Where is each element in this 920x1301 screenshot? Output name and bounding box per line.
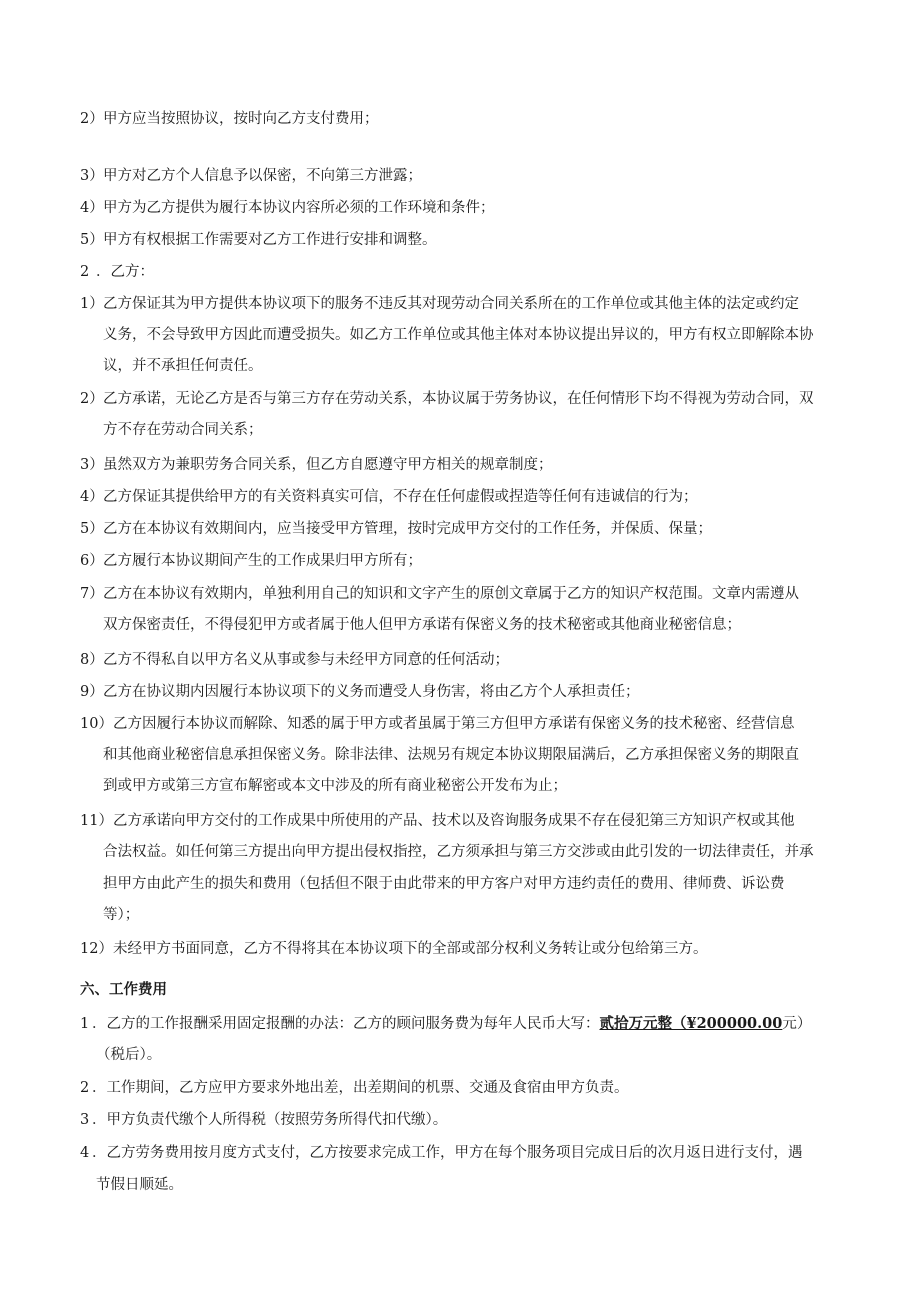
fee-amount: 贰拾万元整（¥200000.00 (599, 1015, 783, 1032)
document-page: 2） 甲方应当按照协议，按时向乙方支付费用； 3） 甲方对乙方个人信息予以保密，不向第三方泄露； 4） 甲方为乙方提供为履行本协议内容所必须的工作环境和条件； 5） 甲方有权根据工作需要对乙方工作进行安排和调整。 2 ．乙方： 1） 乙方保证其为甲方提供本协议项下的服务不违反其对现劳动合同关系所在的工作单位或其他主体的法定或约定 义务，不会导致甲方因此而遭受损失。如乙方工作单位或其他主体对本协议提出异议的，甲方有权立即解除本协 议，并不承担任何责任。 2） 乙方承诺，无论乙方是否与第三方存在劳动关系，本协议属于劳务协议，在任何情形下均不得视为劳动合同，双 方不存在劳动合同关系； 3） 虽然双方为兼职劳务合同关系，但乙方自愿遵守甲方相关的规章制度； 4） 乙方保证其提供给甲方的有关资料真实可信，不存在任何虚假或捏造等任何有违诚信的行为； 5） 乙方在本协议有效期间内，应当接受甲方管理，按时完成甲方交付的工作任务，并保质、保量； 6） 乙方履行本协议期间产生的工作成果归甲方所有； 7） 乙方在本协议有效期内，单独利用自己的知识和文字产生的原创文章属于乙方的知识产权范围。文章内需遵从 双方保密责任，不得侵犯甲方或者属于他人但甲方承诺有保密义务的技术秘密或其他商业秘密信息； 8） 乙方不得私自以甲方名义从事或参与未经甲方同意的任何活动； 9） 乙方在协议期内因履行本协议项下的义务而遭受人身伤害，将由乙方个人承担责任； 10） 乙方因履行本协议而解除、知悉的属于甲方或者虽属于第三方但甲方承诺有保密义务的技术秘密、经营信息 和其他商业秘密信息承担保密义务。除非法律、法规另有规定本协议期限届满后，乙方承担保密义务的期限直 到或甲方或第三方宣布解密或本文中涉及的所有商业秘密公开发布为止； 11） 乙方承诺向甲方交付的工作成果中所使用的产品、技术以及咨询服务成果不存在侵犯第三方知识产权或其他 合法权益。如任何第三方提出向甲方提出侵权指控，乙方须承担与第三方交涉或由此引发的一切法律责任，并承 担甲方由此产生的损失和费用（包括但不限于由此带来的甲方客户对甲方违约责任的费用、律师费、诉讼费 等）； 12） 未经甲方书面同意，乙方不得将其在本协议项下的全部或部分权利义务转让或分包给第三方。 六、工作费用 1 ．乙方的工作报酬采用固定报酬的办法：乙方的顾问服务费为每年人民币大写：贰拾万元整（¥200000.00元） （税后）。 2 ．工作期间，乙方应甲方要求外地出差，出差期间的机票、交通及食宿由甲方负责。 3 ．甲方负责代缴个人所得税（按照劳务所得代扣代缴）。 4 ．乙方劳务费用按月度方式支付，乙方按要求完成工作，甲方在每个服务项目完成日后的次月返日进行支付，遇 节假日顺延。 (80, 111, 814, 1193)
